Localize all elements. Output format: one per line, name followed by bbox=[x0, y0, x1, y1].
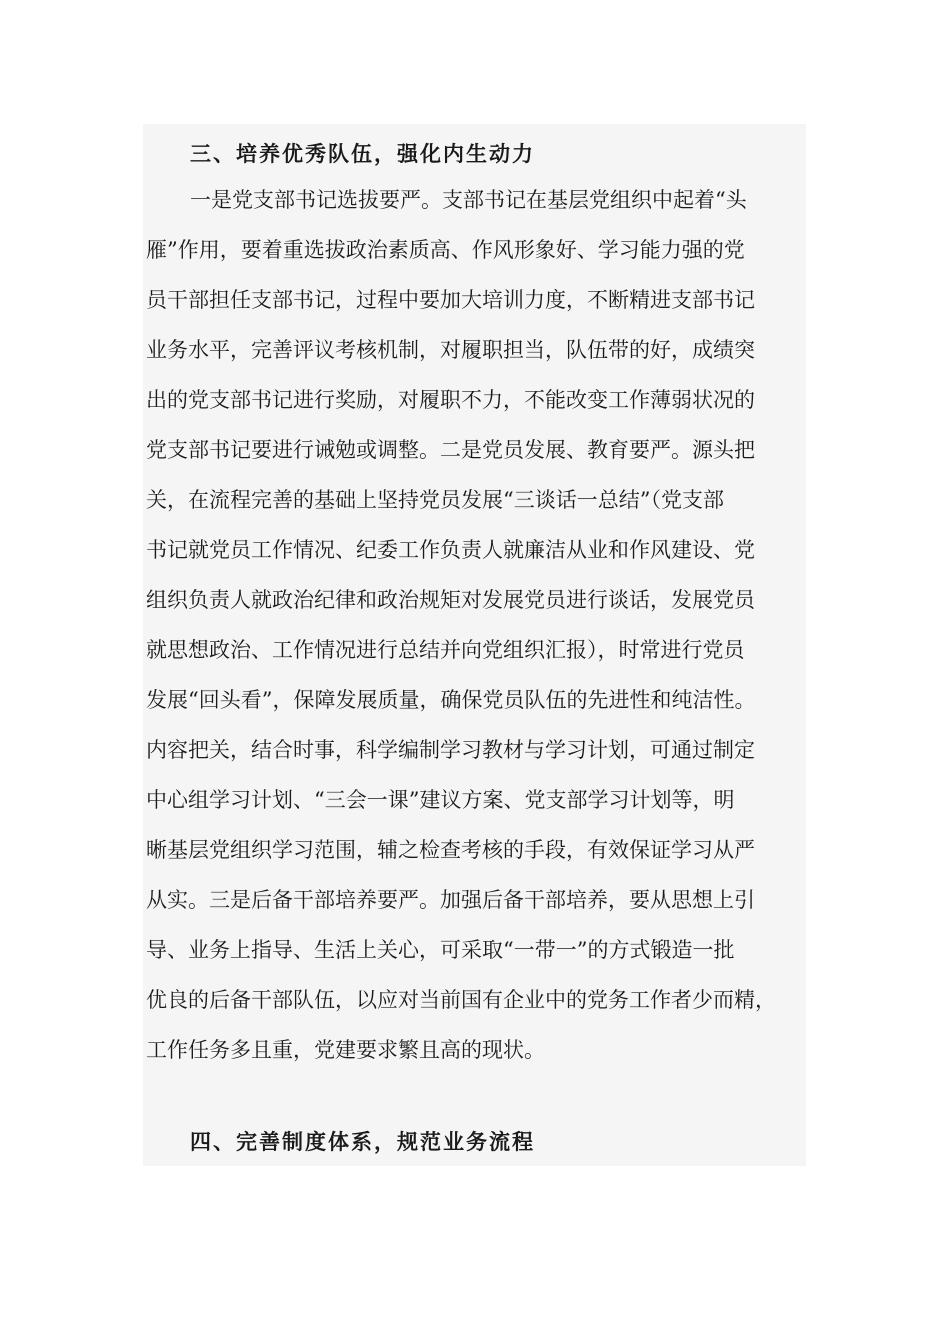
paragraph-line: 出的党支部书记进行奖励，对履职不力，不能改变工作薄弱状况的 bbox=[146, 388, 755, 412]
paragraph-line: 一是党支部书记选拔要严。支部书记在基层党组织中起着“头 bbox=[190, 188, 747, 212]
paragraph-line: 从实。三是后备干部培养要严。加强后备干部培养，要从思想上引 bbox=[146, 888, 755, 912]
paragraph-line: 优良的后备干部队伍，以应对当前国有企业中的党务工作者少而精， bbox=[146, 988, 776, 1012]
paragraph-line: 党支部书记要进行诫勉或调整。二是党员发展、教育要严。源头把 bbox=[146, 438, 755, 462]
document-body bbox=[143, 124, 806, 1166]
section-4-heading: 四、完善制度体系，规范业务流程 bbox=[190, 1129, 535, 1154]
paragraph-line: 内容把关，结合时事，科学编制学习教材与学习计划，可通过制定 bbox=[146, 738, 755, 762]
paragraph-line: 工作任务多且重，党建要求繁且高的现状。 bbox=[146, 1038, 545, 1062]
paragraph-line: 书记就党员工作情况、纪委工作负责人就廉洁从业和作风建设、党 bbox=[146, 538, 755, 562]
paragraph-line: 中心组学习计划、“三会一课”建议方案、党支部学习计划等，明 bbox=[146, 788, 735, 812]
paragraph-line: 员干部担任支部书记，过程中要加大培训力度，不断精进支部书记 bbox=[146, 288, 755, 312]
paragraph-line: 组织负责人就政治纪律和政治规矩对发展党员进行谈话，发展党员 bbox=[146, 588, 755, 612]
paragraph-line: 导、业务上指导、生活上关心，可采取“一带一”的方式锻造一批 bbox=[146, 938, 735, 962]
paragraph-line: 发展“回头看”，保障发展质量，确保党员队伍的先进性和纯洁性。 bbox=[146, 688, 756, 712]
paragraph-line: 雁”作用，要着重选拔政治素质高、作风形象好、学习能力强的党 bbox=[146, 238, 745, 262]
paragraph-line: 晰基层党组织学习范围，辅之检查考核的手段，有效保证学习从严 bbox=[146, 838, 755, 862]
paragraph-line: 就思想政治、工作情况进行总结并向党组织汇报），时常进行党员 bbox=[146, 638, 745, 662]
section-3-heading: 三、培养优秀队伍，强化内生动力 bbox=[190, 141, 535, 166]
paragraph-line: 关，在流程完善的基础上坚持党员发展“三谈话一总结”（党支部 bbox=[146, 488, 724, 512]
paragraph-line: 业务水平，完善评议考核机制，对履职担当，队伍带的好，成绩突 bbox=[146, 338, 755, 362]
